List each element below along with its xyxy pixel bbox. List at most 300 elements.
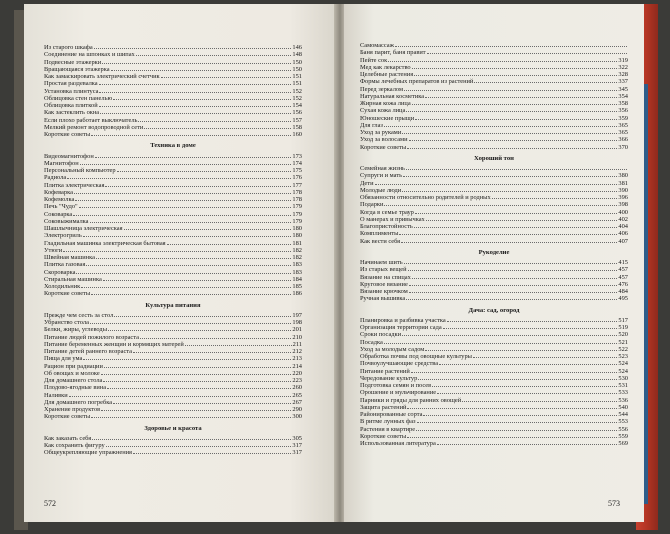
dot-leader [75, 200, 291, 201]
toc-entry [44, 225, 302, 232]
dot-leader [80, 164, 292, 165]
toc-entry [360, 57, 628, 64]
toc-entry-title: Обязанности относительно родителей и родных [360, 194, 491, 201]
dot-leader [443, 328, 618, 329]
dot-leader [67, 178, 291, 179]
toc-entry [44, 73, 302, 80]
toc-entry [360, 389, 628, 396]
toc-entry-page: 152 [292, 87, 302, 95]
toc-entry-title: Рацион при радиации [44, 362, 103, 370]
dot-leader [432, 386, 617, 387]
toc-entry-page: 559 [618, 432, 628, 440]
dot-leader [427, 53, 627, 54]
toc-entry [44, 51, 302, 58]
toc-entry [44, 399, 302, 406]
dot-leader [404, 263, 618, 264]
toc-entry [360, 136, 628, 143]
toc-entry-title: Супруги и мать [360, 172, 403, 180]
toc-entry-page: 173 [292, 152, 302, 160]
toc-entry [44, 254, 302, 261]
dot-leader [409, 285, 618, 286]
toc-entry [44, 44, 302, 51]
dot-leader [117, 171, 292, 172]
toc-entry-page: 531 [618, 382, 628, 389]
section-heading: Рукоделие [478, 248, 510, 256]
toc-entry [360, 281, 628, 288]
toc-entry-title: Как сохранить фигуру [44, 442, 105, 449]
toc-entry [44, 240, 302, 247]
toc-entry-page: 156 [292, 109, 302, 117]
toc-entry [360, 64, 628, 71]
dot-leader [474, 82, 617, 83]
dot-leader [167, 244, 292, 245]
toc-entry [360, 172, 628, 179]
toc-entry [360, 180, 628, 187]
toc-entry [360, 353, 628, 360]
toc-entry-title: Уход за волосами [360, 136, 408, 144]
dot-leader [108, 330, 291, 331]
toc-entry-page: 540 [618, 403, 628, 411]
toc-entry-title: Обработка почвы под овощные культуры [360, 353, 472, 360]
toc-entry-page: 160 [292, 131, 302, 138]
dot-leader [406, 111, 617, 112]
toc-entry-page: 484 [618, 288, 628, 295]
toc-entry-page: 533 [618, 389, 628, 397]
dot-leader [161, 77, 292, 78]
dot-leader [111, 70, 292, 71]
toc-entry-title: Питание детей раннего возраста [44, 348, 132, 355]
toc-entry-title: Облицовка стен панелью [44, 94, 113, 102]
toc-entry-title: Шашлычница электрическая [44, 225, 123, 232]
dot-leader [414, 227, 618, 228]
dot-leader [96, 258, 291, 259]
toc-entry-title: Облицовка плиткой [44, 102, 98, 109]
open-book [14, 4, 654, 528]
toc-entry [360, 375, 628, 382]
toc-entry-page: 157 [292, 116, 302, 124]
toc-entry-title: Баня парит, баня правит [360, 49, 426, 57]
toc-entry-title: Соединение на шпонках и шипах [44, 51, 135, 59]
toc-entry-title: Жирная кожа лица [360, 100, 411, 107]
toc-entry-page: 365 [618, 121, 628, 129]
toc-entry-title: Короткие советы [44, 131, 91, 138]
toc-entry [360, 274, 628, 281]
toc-entry [44, 377, 302, 384]
toc-entry-page: 556 [618, 425, 628, 433]
toc-entry [44, 95, 302, 102]
dot-leader [106, 446, 292, 447]
dot-leader [140, 338, 291, 339]
dot-leader [136, 55, 292, 56]
dot-leader [101, 374, 292, 375]
toc-entry-title: Белки, жиры, углеводы [44, 326, 107, 334]
toc-entry-page: 158 [292, 123, 302, 131]
toc-entry-title: Короткие советы [44, 413, 91, 421]
toc-entry [44, 276, 302, 283]
dot-leader [412, 68, 618, 69]
toc-entry-page: 523 [618, 353, 628, 360]
toc-entry [44, 117, 302, 124]
dot-leader [94, 48, 292, 49]
toc-entry-title: Как замаскировать электрический счетчик [44, 73, 160, 80]
toc-entry-page: 365 [618, 129, 628, 136]
toc-entry-page: 517 [618, 316, 628, 324]
toc-entry-title: Районированные сорта [360, 411, 423, 418]
toc-entry-page: 183 [292, 268, 302, 276]
toc-entry [360, 411, 628, 418]
toc-entry [360, 71, 628, 78]
dot-leader [439, 364, 617, 365]
toc-entry-page: 178 [292, 196, 302, 203]
dot-leader [73, 215, 291, 216]
right-page [344, 4, 644, 522]
toc-entry-page: 198 [292, 319, 302, 326]
toc-entry-title: Натуральная косметика [360, 92, 425, 100]
toc-entry-title: Начинаем шить [360, 259, 403, 266]
toc-entry [360, 295, 628, 302]
toc-entry [360, 382, 628, 389]
dot-leader [95, 157, 292, 158]
toc-entry-page: 223 [292, 377, 302, 384]
toc-entry-page: 177 [292, 181, 302, 189]
toc-entry-page: 148 [292, 51, 302, 59]
toc-entry [44, 88, 302, 95]
toc-entry-page: 146 [292, 44, 302, 51]
toc-entry-title: Короткие советы [44, 290, 91, 298]
toc-entry-title: Защита растений [360, 403, 407, 411]
dot-leader [426, 220, 618, 221]
dot-leader [418, 379, 617, 380]
toc-entry-page: 151 [292, 80, 302, 88]
dot-leader [403, 176, 617, 177]
toc-entry-page: 536 [618, 396, 628, 404]
toc-entry [360, 100, 628, 107]
dot-leader [124, 229, 292, 230]
toc-entry [44, 413, 302, 420]
dot-leader [103, 381, 291, 382]
toc-entry [360, 368, 628, 375]
dot-leader [447, 321, 618, 322]
toc-entry-title: Когда в семье траур [360, 208, 414, 216]
toc-entry-page: 359 [618, 114, 628, 122]
toc-entry-title: Магнитофон [44, 159, 79, 167]
dot-leader [103, 280, 292, 281]
toc-entry [360, 144, 628, 151]
toc-entry-page: 530 [618, 374, 628, 382]
toc-entry-page: 174 [292, 159, 302, 167]
dot-leader [384, 343, 618, 344]
toc-entry-page: 381 [618, 179, 628, 187]
toc-entry [360, 259, 628, 266]
toc-entry [44, 392, 302, 399]
toc-entry [44, 174, 302, 181]
toc-entry-title: Уход за молодым садом [360, 345, 425, 353]
toc-entry-title: Самомассаж [360, 42, 395, 49]
toc-entry [44, 211, 302, 218]
toc-entry [360, 346, 628, 353]
toc-entry [44, 370, 302, 377]
toc-entry [44, 363, 302, 370]
toc-entry-page: 211 [292, 340, 302, 348]
toc-entry-title: Как заказать себя [44, 434, 92, 442]
toc-entry [44, 218, 302, 225]
toc-entry-page: 179 [292, 203, 302, 211]
dot-leader [107, 388, 291, 389]
page-number-right: 573 [608, 499, 620, 508]
toc-entry-title: Электрогриль [44, 232, 82, 240]
toc-entry-page: 407 [618, 237, 628, 245]
toc-entry-page: 178 [292, 188, 302, 196]
toc-entry-page: 370 [618, 143, 628, 151]
dot-leader [79, 207, 292, 208]
dot-leader [138, 121, 291, 122]
toc-entry-page: 152 [292, 94, 302, 102]
dot-leader [412, 278, 618, 279]
toc-entry-title: Об овощах и молоке [44, 369, 100, 377]
toc-entry [44, 341, 302, 348]
toc-entry-title: Юношеские прыщи [360, 114, 415, 122]
toc-entry [360, 115, 628, 122]
dot-leader [105, 186, 291, 187]
toc-entry-title: Вязание крючком [360, 288, 408, 295]
toc-entry [360, 165, 628, 172]
toc-entry [360, 216, 628, 223]
toc-entry-title: Молодые люди [360, 186, 402, 194]
toc-entry-title: Парники и гряды для ранних овощей [360, 396, 462, 404]
toc-entry [44, 167, 302, 174]
dot-leader [399, 234, 617, 235]
section-heading: Техника в доме [150, 142, 196, 150]
toc-entry-title: Короткие советы [360, 432, 407, 440]
toc-entry-page: 476 [618, 280, 628, 288]
dot-leader [462, 401, 617, 402]
dot-leader [425, 97, 617, 98]
dot-leader [409, 140, 618, 141]
dot-leader [402, 335, 617, 336]
dot-leader [407, 437, 617, 438]
toc-entry-title: Пища для ума [44, 355, 83, 363]
toc-entry-page: 183 [292, 261, 302, 269]
toc-entry [44, 160, 302, 167]
toc-entry-title: Почвоулучшающие средства [360, 360, 439, 368]
toc-entry [360, 331, 628, 338]
dot-leader [90, 323, 292, 324]
toc-entry-title: Дети [360, 179, 374, 187]
toc-entry-title: Кофемолка [44, 196, 75, 203]
toc-entry [360, 339, 628, 346]
toc-entry [360, 223, 628, 230]
dot-leader [402, 191, 617, 192]
toc-entry-page: 354 [618, 92, 628, 100]
toc-entry-page: 181 [292, 239, 302, 247]
toc-entry [360, 266, 628, 273]
dot-leader [99, 106, 292, 107]
toc-entry [44, 196, 302, 203]
toc-entry-page: 300 [292, 413, 302, 421]
toc-entry-title: Радиола [44, 174, 67, 182]
toc-entry [360, 93, 628, 100]
toc-entry [360, 360, 628, 367]
toc-entry-page: 524 [618, 367, 628, 375]
toc-entry [44, 326, 302, 333]
dot-leader [415, 213, 618, 214]
dot-leader [437, 444, 618, 445]
toc-entry-title: Комплименты [360, 230, 399, 238]
toc-entry-page: 495 [618, 295, 628, 303]
dot-leader [102, 63, 291, 64]
toc-entry-title: Короткие советы [360, 143, 407, 151]
dot-leader [384, 126, 617, 127]
toc-entry-page: 522 [618, 345, 628, 353]
toc-entry-page: 185 [292, 283, 302, 290]
dot-leader [406, 169, 627, 170]
toc-entry-page: 176 [292, 174, 302, 182]
toc-entry [360, 426, 628, 433]
toc-entry-page: 404 [618, 223, 628, 230]
toc-entry-page: 212 [292, 348, 302, 355]
dot-leader [402, 133, 617, 134]
toc-entry-page: 213 [292, 355, 302, 363]
toc-entry-page: 182 [292, 254, 302, 261]
toc-entry-title: Из старых вещей [360, 266, 407, 274]
toc-entry-title: Питание беременных женщин и кормящих матерей [44, 340, 184, 348]
dot-leader [406, 299, 617, 300]
toc-entry [360, 397, 628, 404]
toc-entry-page: 553 [618, 418, 628, 426]
toc-entry-page: 197 [292, 311, 302, 319]
toc-entry-page: 290 [292, 406, 302, 413]
toc-entry-title: Вращающаяся этажерка [44, 65, 110, 73]
toc-entry-title: В ритме лунных фаз [360, 418, 416, 426]
toc-entry-title: Ручная вышивка [360, 295, 406, 303]
dot-leader [414, 75, 617, 76]
section-heading: Здоровье и красота [144, 424, 202, 432]
dot-leader [408, 270, 618, 271]
toc-entry [360, 324, 628, 331]
toc-entry [44, 442, 302, 449]
dot-leader [86, 265, 291, 266]
toc-entry-title: Целебные растения [360, 71, 414, 78]
toc-entry-page: 180 [292, 232, 302, 240]
dot-leader [404, 90, 617, 91]
toc-entry-title: Мелкий ремонт водопроводной сети [44, 123, 144, 131]
dot-leader [388, 61, 617, 62]
toc-entry [360, 201, 628, 208]
toc-entry-title: Швейная машинка [44, 254, 95, 261]
toc-entry-title: Как застеклить окна [44, 109, 100, 117]
dot-leader [395, 46, 627, 47]
toc-entry [44, 261, 302, 268]
toc-entry-title: Формы лечебных препаратов из растений [360, 78, 474, 86]
page-number-left: 572 [44, 499, 56, 508]
toc-entry [360, 230, 628, 237]
toc-entry-page: 260 [292, 384, 302, 392]
toc-entry-page: 380 [618, 172, 628, 180]
toc-entry-page: 406 [618, 230, 628, 238]
toc-entry [44, 406, 302, 413]
toc-entry [44, 283, 302, 290]
dot-leader [437, 393, 617, 394]
dot-leader [99, 92, 291, 93]
toc-entry-title: Соковыжималка [44, 217, 89, 225]
dot-leader [76, 273, 291, 274]
toc-entry [360, 440, 628, 447]
dot-leader [375, 184, 618, 185]
toc-entry-title: Питание людей пожилого возраста [44, 333, 139, 341]
toc-entry-page: 154 [292, 102, 302, 109]
dot-leader [415, 119, 617, 120]
toc-entry-title: Убранство стола [44, 319, 89, 326]
toc-entry-title: Сроки посадки [360, 331, 402, 339]
toc-entry-page: 524 [618, 360, 628, 368]
toc-entry [44, 80, 302, 87]
toc-entry-title: Подготовка семян и посев [360, 382, 432, 389]
toc-entry-page: 220 [292, 369, 302, 377]
dot-leader [409, 292, 618, 293]
dot-leader [473, 357, 617, 358]
toc-entry [360, 107, 628, 114]
toc-entry-page: 179 [292, 210, 302, 218]
dot-leader [133, 352, 291, 353]
toc-entry-title: Плитка газовая [44, 261, 86, 269]
toc-entry [44, 124, 302, 131]
dot-leader [91, 294, 291, 295]
toc-entry [44, 203, 302, 210]
toc-entry [360, 122, 628, 129]
toc-entry-title: Питание растений [360, 367, 410, 375]
toc-entry-page: 415 [618, 259, 628, 266]
dot-leader [90, 222, 292, 223]
toc-entry-page: 457 [618, 273, 628, 281]
toc-entry-title: Видеомагнитофон [44, 152, 94, 160]
toc-entry-page: 322 [618, 63, 628, 71]
toc-entry-title: Для глаз [360, 121, 383, 129]
dot-leader [416, 430, 617, 431]
toc-entry-page: 457 [618, 266, 628, 274]
toc-entry-title: Орошение и мульчирование [360, 389, 437, 397]
toc-entry-title: Перед зеркалом [360, 85, 404, 93]
dot-leader [91, 417, 291, 418]
toc-entry-title: Утюги [44, 246, 63, 254]
toc-entry [44, 189, 302, 196]
toc-entry-title: Установка плинтуса [44, 87, 99, 95]
dot-leader [133, 453, 291, 454]
toc-entry-title: Посадка [360, 338, 383, 346]
toc-entry-title: Если плохо работает выключатель [44, 116, 138, 124]
toc-entry [44, 66, 302, 73]
toc-entry-page: 319 [618, 56, 628, 64]
toc-entry-title: Семейная жизнь [360, 165, 405, 172]
toc-entry-page: 214 [292, 362, 302, 370]
toc-entry [360, 49, 628, 56]
toc-entry [360, 404, 628, 411]
toc-entry [360, 209, 628, 216]
toc-entry-page: 400 [618, 208, 628, 216]
toc-entry-title: Благопристойность [360, 223, 413, 230]
toc-entry-title: Подарки [360, 201, 384, 209]
toc-entry-page: 366 [618, 136, 628, 144]
toc-entry-page: 317 [292, 442, 302, 449]
toc-entry [44, 348, 302, 355]
toc-entry-title: Мед как лекарство [360, 63, 411, 71]
toc-entry [360, 238, 628, 245]
dot-leader [101, 410, 291, 411]
toc-entry-title: Уход за руками [360, 129, 402, 136]
toc-entry-title: Пейте сок [360, 56, 388, 64]
dot-leader [401, 242, 617, 243]
toc-entry-page: 521 [618, 338, 628, 346]
toc-entry-title: Плитка электрическая [44, 181, 105, 189]
